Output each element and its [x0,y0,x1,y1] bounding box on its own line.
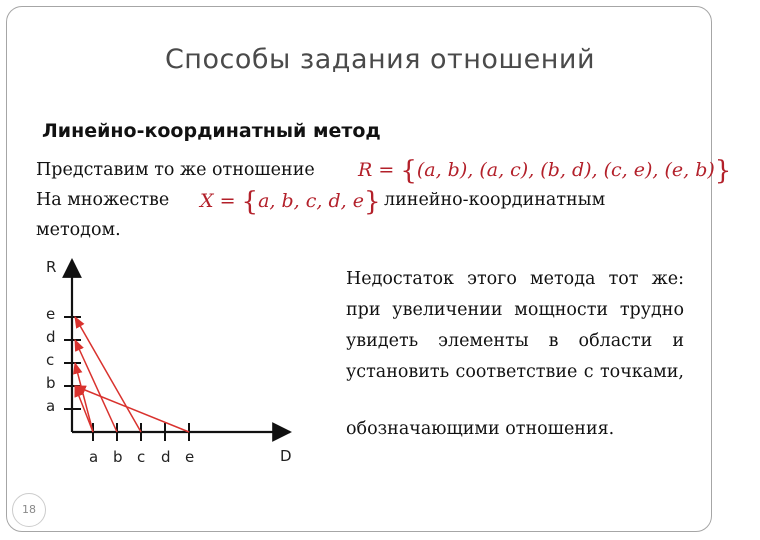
text-line-1: Представим то же отношение [36,160,315,180]
text-line-3: методом. [36,220,121,240]
y-tick-label-b: b [46,374,56,392]
formula-relation-close-brace: } [714,156,732,186]
drawback-paragraph: Недостаток этого метода тот же: при увеличении мощности трудно увидеть элементы в области и установить соответствие с точками, [346,269,684,382]
x-tick-label-c: c [137,448,146,466]
page-number-badge: 18 [12,493,46,527]
x-tick-label-b: b [113,448,123,466]
formula-relation-lhs: R = [358,159,395,181]
x-tick-label-e: e [185,448,195,466]
y-tick-label-d: d [46,328,56,346]
x-tick-label-d: d [161,448,171,466]
slide-title: Способы задания отношений [164,44,596,75]
formula-set-lhs: X = [200,190,236,212]
relation-arrow-c-e [75,317,141,432]
formula-relation-pairs: (a, b), (a, c), (b, d), (c, e), (e, b) [416,159,715,181]
formula-relation-open-brace: { [400,156,417,186]
text-line-2: На множестве [36,190,170,210]
x-axis-label: D [280,447,292,465]
y-axis-label: R [46,258,57,276]
x-tick-label-a: a [89,448,99,466]
y-tick-label-e: e [46,305,56,323]
formula-set-elements: a, b, c, d, e [258,190,364,212]
formula-set-close-brace: } [363,187,381,217]
y-tick-label-a: a [46,397,56,415]
formula-set-open-brace: { [241,187,259,217]
text-line-2-end: линейно-координатным [384,190,606,210]
section-subtitle: Линейно-координатный метод [42,120,381,142]
drawback-paragraph-last-line: обозначающими отношения. [346,419,615,439]
y-tick-label-c: c [46,351,55,369]
